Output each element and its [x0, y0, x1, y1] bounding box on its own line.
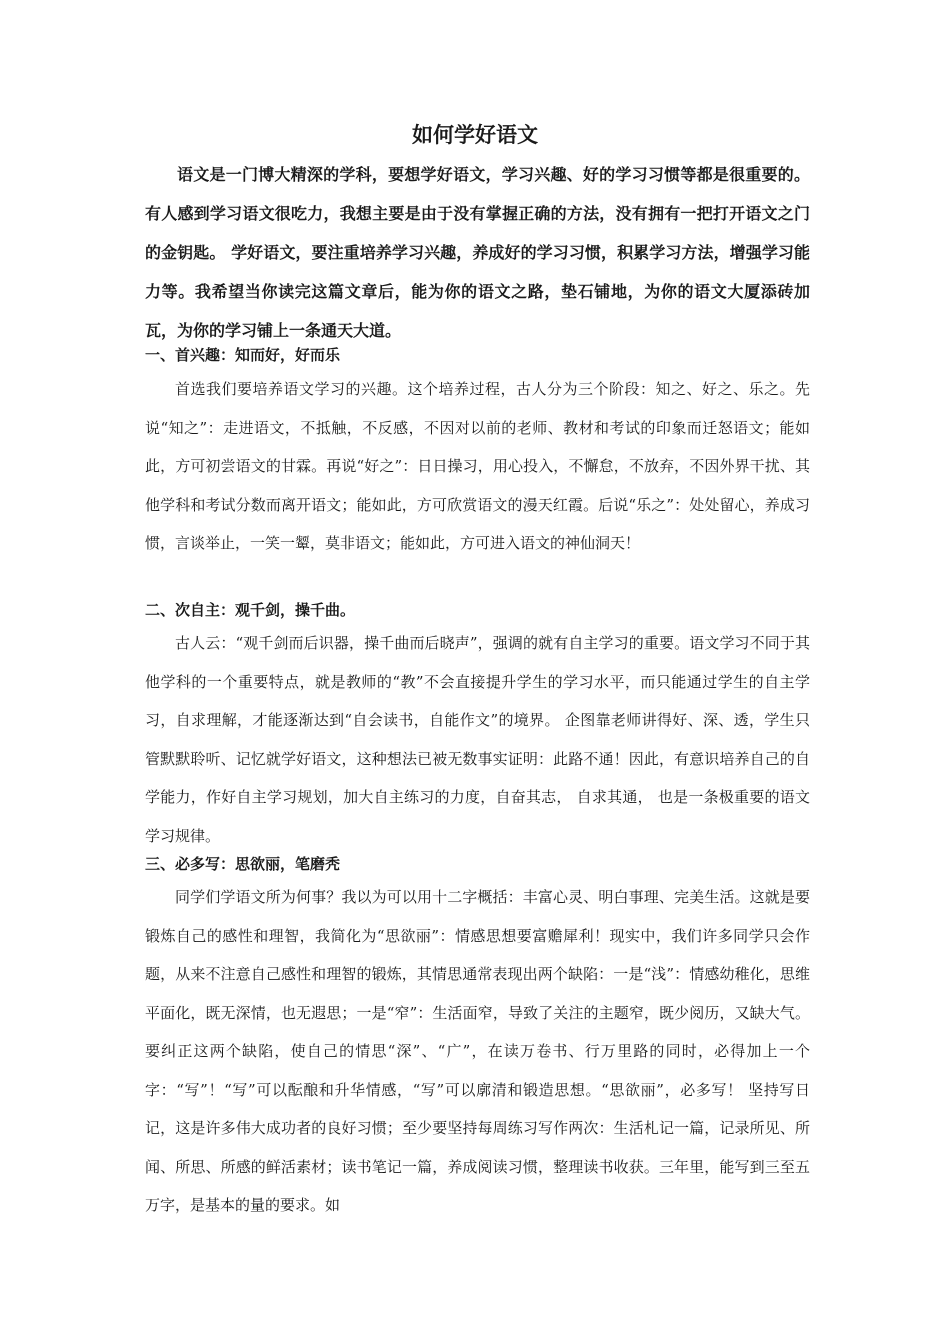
intro-paragraph: 语文是一门博大精深的学科，要想学好语文，学习兴趣、好的学习习惯等都是很重要的。有人感到学习语文很吃力，我想主要是由于没有掌握正确的方法，没有拥有一把打开语文之门的金钥匙。 学好语文，要注重培养学习兴趣，养成好的学习习惯，积累学习方法，增强学习能力等。我希望当你读完这篇文章后，能为你的语文之路，垫石铺地，为你的语文大厦添砖加瓦，为你的学习铺上一条通天大道。 — [145, 165, 810, 340]
section-body-autonomy: 古人云：“观千剑而后识器，操千曲而后晓声”，强调的就有自主学习的重要。语文学习不同于其他学科的一个重要特点，就是教师的“教”不会直接提升学生的学习水平，而只能通过学生的自主学习，自求理解，才能逐渐达到“自会读书，自能作文”的境界。 企图靠老师讲得好、深、透，学生只管默默聆听、记忆就学好语文，这种想法已被无数事实证明：此路不通！因此，有意识培养自己的自学能力，作好自主学习规划，加大自主练习的力度，自奋其志， 自求其通， 也是一条极重要的语文学习规律。 — [145, 634, 810, 845]
section-body-interest: 首选我们要培养语文学习的兴趣。这个培养过程，古人分为三个阶段：知之、好之、乐之。先说“知之”：走进语文，不抵触，不反感，不因对以前的老师、教材和考试的印象而迁怒语文；能如此，方可初尝语文的甘霖。再说“好之”：日日操习，用心投入，不懈怠，不放弃，不因外界干扰、其他学科和考试分数而离开语文；能如此，方可欣赏语文的漫天红霞。后说“乐之”：处处留心，养成习惯，言谈举止，一笑一颦，莫非语文；能如此，方可进入语文的神仙洞天！ — [145, 380, 810, 552]
document-title: 如何学好语文 — [412, 123, 538, 147]
section-heading-writing: 三、必多写：思欲丽，笔磨秃 — [145, 855, 341, 873]
section-heading-autonomy: 二、次自主：观千剑，操千曲。 — [145, 601, 356, 619]
section-heading-interest: 一、首兴趣：知而好，好而乐 — [145, 346, 341, 364]
section-body-writing: 同学们学语文所为何事？我以为可以用十二字概括：丰富心灵、明白事理、完美生活。这就是要锻炼自己的感性和理智，我简化为“思欲丽”：情感思想要富赡犀利！现实中，我们许多同学只会作题，从来不注意自己感性和理智的锻炼，其情思通常表现出两个缺陷：一是“浅”：情感幼稚化，思维平面化，既无深情，也无遐思；一是“窄”：生活面窄，导致了关注的主题窄，既少阅历，又缺大气。要纠正这两个缺陷，使自己的情思“深”、“广”，在读万卷书、行万里路的同时，必得加上一个字：“写”！“写”可以酝酿和升华情感，“写”可以廓清和锻造思想。“思欲丽”，必多写！ 坚持写日记，这是许多伟大成功者的良好习惯；至少要坚持每周练习写作两次：生活札记一篇，记录所见、所闻、所思、所感的鲜活素材；读书笔记一篇，养成阅读习惯，整理读书收获。三年里，能写到三至五万字，是基本的量的要求。如 — [145, 888, 810, 1214]
